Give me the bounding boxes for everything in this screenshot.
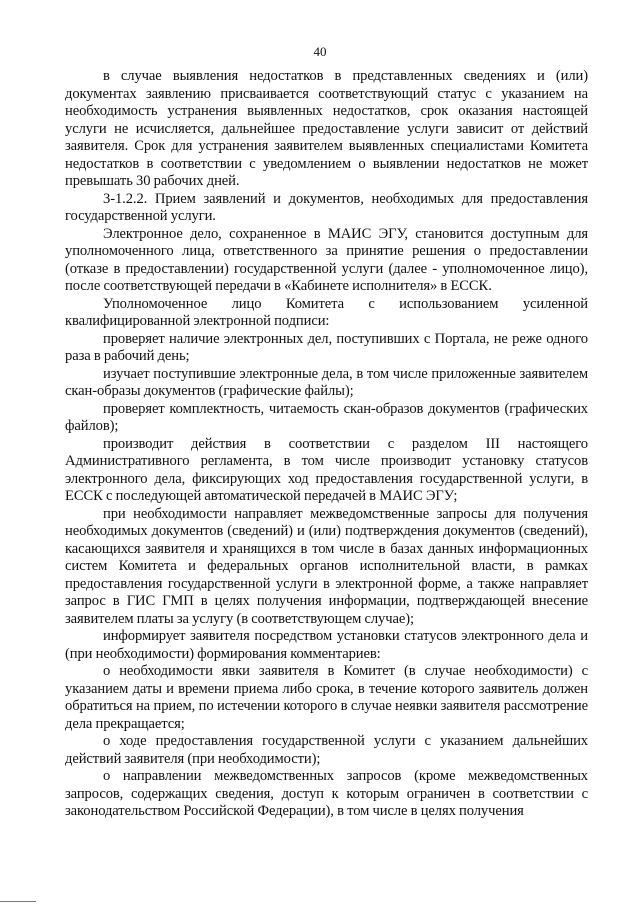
footnote-rule: [0, 901, 36, 902]
document-body: [65, 68, 588, 821]
paragraph-checks-cases: проверяет наличие электронных дел, поступивших с Портала, не реже одного раза в рабочий день;: [65, 330, 588, 364]
paragraph-service-progress: о ходе предоставления государственной услуги с указанием дальнейших действий заявителя (при необходимости);: [65, 733, 588, 767]
paragraph-section-heading: 3-1.2.2. Прием заявлений и документов, необходимых для предоставления государственной услуги.: [65, 190, 588, 224]
paragraph-informs-applicant: информирует заявителя посредством установки статусов электронного дела и (при необходимости) формирования комментариев:: [65, 628, 588, 662]
paragraph-sending-requests: о направлении межведомственных запросов (кроме межведомственных запросов, содержащих сведения, доступ к которым ограничен в соответствии с законодательством Российской Федерации), в том числе в целях получения: [65, 768, 588, 819]
paragraph-deficiencies-status: в случае выявления недостатков в представленных сведениях и (или) документах заявлению присваивается соответствующий статус с указанием на необходимость устранения выявленных недостатков, срок оказания настоящей услуги не исчисляется, дальнейшее предоставление услуги зависит от действий заявителя. Срок для устранения заявителем выявленных специалистами Комитета недостатков в соответствии с уведомлением о выявлении недостатков не может превышать 30 рабочих дней.: [65, 68, 588, 189]
paragraph-authorized-person: Уполномоченное лицо Комитета с использованием усиленной квалифицированной электронной подписи:: [65, 295, 588, 329]
paragraph-performs-actions: производит действия в соответствии с разделом III настоящего Административного регламента, в том числе производит установку статусов электронного дела, фиксирующих ход предоставления государственной услуги, в ЕССК с последующей автоматической передачей в МАИС ЭГУ;: [65, 435, 588, 504]
paragraph-appearance-need: о необходимости явки заявителя в Комитет (в случае необходимости) с указанием даты и времени приема либо срока, в течение которого заявитель должен обратиться на прием, по истечении которого в случае неявки заявителя рассмотрение дела прекращается;: [65, 663, 588, 732]
paragraph-interagency-requests: при необходимости направляет межведомственные запросы для получения необходимых документов (сведений) и (или) подтверждения документов (сведений), касающихся заявителя и хранящихся в том числе в базах данных информационных систем Комитета и федеральных органов исполнительной власти, в рамках предоставления государственной услуги в электронной форме, а также направляет запрос в ГИС ГМП в целях получения информации, подтверждающей внесение заявителем платы за услугу (в соответствующем случае);: [65, 505, 588, 627]
paragraph-checks-completeness: проверяет комплектность, читаемость скан-образов документов (графических файлов);: [65, 400, 588, 434]
paragraph-electronic-case: Электронное дело, сохраненное в МАИС ЭГУ, становится доступным для уполномоченного лица, ответственного за принятие решения о предоставлении (отказе в предоставлении) государственной услуги (далее - уполномоченное лицо), после соответствующей передачи в «Кабинете исполнителя» в ЕССК.: [65, 225, 588, 294]
paragraph-studies-cases: изучает поступившие электронные дела, в том числе приложенные заявителем скан-образы документов (графические файлы);: [65, 365, 588, 399]
page-number: 40: [313, 44, 327, 59]
